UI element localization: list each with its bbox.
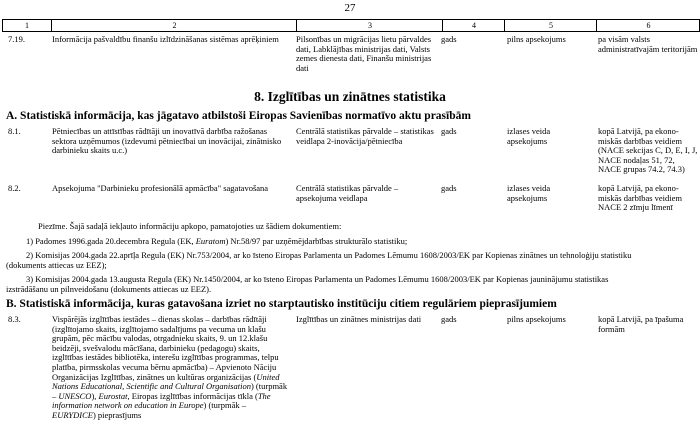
table-header: [2, 19, 700, 32]
header-col-4: 4: [442, 20, 505, 31]
row-survey-type: izlases veida apsekojums: [507, 183, 551, 203]
row-source: Izglītības un zinātnes ministrijas dati: [296, 314, 422, 324]
subsection-b-title: B. Statistiskā informācija, kuras gatavošana izriet no starptautisko institūciju citiem regulāriem pieprasījumiem: [6, 298, 557, 310]
header-col-5: 5: [504, 20, 597, 31]
row-source: Centrālā statistikas pārvalde – apsekojuma veidlapa: [296, 183, 399, 203]
row-frequency: gads: [441, 314, 457, 324]
row-frequency: gads: [441, 183, 457, 193]
row-description: Apsekojuma "Darbinieku profesionālā apmācība" sagatavošana: [52, 183, 269, 193]
note-item-1: 1) Padomes 1996.gada 20.decembra Regula (EK, Euratom) Nr.58/97 par uzņēmējdarbības strukturālo statistiku;: [26, 236, 408, 246]
row-survey-type: izlases veida apsekojums: [507, 126, 551, 146]
header-col-1: 1: [25, 21, 29, 30]
note-item-2: 2) Komisijas 2004.gada 22.aprīļa Regula (EK) Nr.753/2004, ar ko īsteno Eiropas Parlamenta un Padomes Lēmumu 1608/2003/EK par Kopienas zinātnes un tehnoloģiju statistiku: [26, 250, 632, 260]
row-description: Pētniecības un attīstības rādītāji un inovatīvā darbība ražošanas sektora uzņēmumos (izdevumi pētniecībai un inovācijai, zinātnisko darbinieku skaits u.c.): [52, 126, 282, 156]
note-item-3-cont: izstrādāšanu un pilnveidošanu (dokuments attiecas uz EEZ).: [6, 284, 212, 294]
subsection-a-title: A. Statistiskā informācija, kas jāgatavo atbilstoši Eiropas Savienības normatīvo aktu prasībām: [6, 110, 471, 122]
row-number: 8.2.: [8, 183, 21, 193]
note-intro: Piezīme. Šajā sadaļā iekļauto informāciju apkopo, pamatojoties uz šādiem dokumentiem:: [38, 221, 342, 231]
note-item-3: 3) Komisijas 2004.gada 13.augusta Regula (EK) Nr.1450/2004, ar ko īsteno Eiropas Parlamenta un Padomes Lēmumu 1608/2003/EK par Kopienas jauninājumu statistikas: [26, 274, 609, 284]
row-frequency: gads: [441, 126, 457, 136]
note-item-2-cont: (dokuments attiecas uz EEZ);: [6, 260, 107, 270]
row-coverage: kopā Latvijā, pa ekono-miskās darbības veidiem NACE 2 zīmju līmenī: [598, 183, 683, 213]
row-survey-type: pilns apsekojums: [507, 314, 566, 324]
row-source: Centrālā statistikas pārvalde – statistikas veidlapa 2-inovācija/pētniecība: [296, 126, 434, 146]
row-number: 7.19.: [8, 34, 25, 44]
row-coverage: kopā Latvijā, pa ekono-miskās darbības veidiem (NACE sekcijas C, D, E, I, J, NACE nodaļas 51, 72, NACE grupas 74.2, 74.3): [598, 126, 698, 175]
row-frequency: gads: [441, 34, 457, 44]
header-col-3: 3: [296, 20, 443, 31]
header-col-2: 2: [51, 20, 297, 31]
row-number: 8.3.: [8, 314, 21, 324]
row-coverage: kopā Latvijā, pa īpašuma formām: [598, 314, 684, 334]
row-number: 8.1.: [8, 126, 21, 136]
row-description: Informācija pašvaldību finanšu izlīdzināšanas sistēmas aprēķiniem: [52, 34, 279, 44]
row-source: Pilsonības un migrācijas lietu pārvaldes dati, Labklājības ministrijas dati, Valsts zemes dienesta dati, Finanšu ministrijas dati: [296, 34, 432, 73]
row-coverage: pa visām valsts administratīvajām teritorijām: [598, 34, 698, 54]
page-number: 27: [344, 2, 356, 14]
header-col-6: 6: [596, 20, 700, 31]
section-title: 8. Izglītības un zinātnes statistika: [254, 89, 446, 104]
row-survey-type: pilns apsekojums: [507, 34, 566, 44]
row-description: Vispārējās izglītības iestādes – dienas skolas – darbības rādītāji (izglītojamo skaits, izglītojamo sadalījums pa vecuma un klašu grupām, pēc mācību valodas, otrgadnieku skaits, 9. un 12.klašu beidzēji, svešvalodu mācīšana, darbinieku (pedagogu) skaits, izglītības iestādes bibliotēka, interešu izglītības programmas, telpu platība, pirmsskolas vecuma bērnu apmācība) – Apvienoto Nāciju Organizācijas Izglītības, zinātnes un kultūras organizācijas (United Nations Educational, Scientific and Cultural Organisation) (turpmāk – UNESCO), Eurostat, Eiropas izglītības informācijas tīkla (The information network on education in Europe) (turpmāk – EURYDICE) pieprasījums: [52, 314, 288, 420]
